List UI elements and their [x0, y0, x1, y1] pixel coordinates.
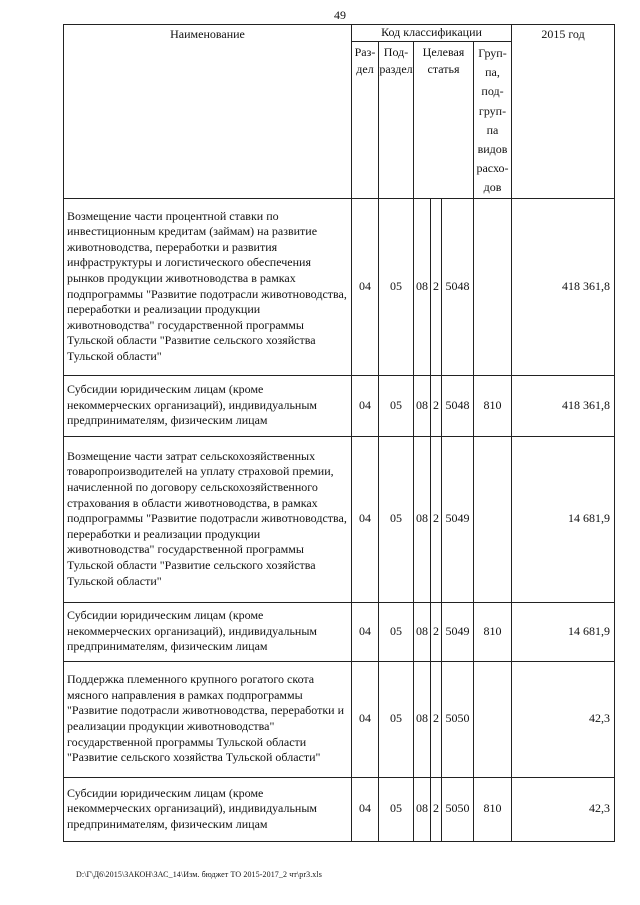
- row-name: Поддержка племенного крупного рогатого скота мясного направления в рамках подпрограммы "Развитие подотрасли животноводства, переработки и реализации продукции животноводства" государственной программы Тульской области "Развитие сельского хозяйства Тульской области": [64, 661, 352, 777]
- cell-podrazdel: 05: [379, 198, 414, 375]
- header-name: Наименование: [64, 25, 352, 199]
- table-row: [64, 777, 615, 841]
- cell-amount: 14 681,9: [512, 436, 615, 602]
- cell-razdel: 04: [352, 661, 379, 777]
- cell-podrazdel: 05: [379, 661, 414, 777]
- cell-amount: 42,3: [512, 661, 615, 777]
- row-name: Возмещение части процентной ставки по инвестиционным кредитам (займам) на развитие животноводства, переработки и развития инфраструктуры и логистического обеспечения рынков продукции животноводства в рамках подпрограммы "Развитие подотрасли животноводства, переработки и реализации продукции животноводства" государственной программы Тульской области "Развитие сельского хозяйства Тульской области": [64, 198, 352, 375]
- cell-podrazdel: 05: [379, 375, 414, 436]
- cell-cs-subprogram: 2: [431, 198, 442, 375]
- cell-razdel: 04: [352, 436, 379, 602]
- cell-cs-direction: 5050: [442, 777, 474, 841]
- budget-table: [63, 24, 615, 842]
- cell-cs-direction: 5050: [442, 661, 474, 777]
- table-row: [64, 198, 615, 375]
- cell-amount: 418 361,8: [512, 375, 615, 436]
- cell-cs-subprogram: 2: [431, 661, 442, 777]
- cell-cs-subprogram: 2: [431, 436, 442, 602]
- cell-razdel: 04: [352, 198, 379, 375]
- table-row: [64, 375, 615, 436]
- cell-razdel: 04: [352, 375, 379, 436]
- cell-cs-program: 08: [414, 602, 431, 661]
- cell-cs-subprogram: 2: [431, 602, 442, 661]
- row-name: Субсидии юридическим лицам (кроме некоммерческих организаций), индивидуальным предпринимателям, физическим лицам: [64, 777, 352, 841]
- row-name: Возмещение части затрат сельскохозяйственных товаропроизводителей на уплату страховой премии, начисленной по договору сельскохозяйственного страхования в области животноводства, в рамках подпрограммы "Развитие подотрасли животноводства, переработки и реализации продукции животноводства" государственной программы Тульской области "Развитие сельского хозяйства Тульской области": [64, 436, 352, 602]
- cell-cs-direction: 5049: [442, 602, 474, 661]
- header-razdel: Раз- дел: [352, 42, 379, 199]
- row-name: Субсидии юридическим лицам (кроме некоммерческих организаций), индивидуальным предпринимателям, физическим лицам: [64, 375, 352, 436]
- header-vid-rashodov: Груп- па, под- груп- па видов расхо- дов: [474, 42, 512, 199]
- cell-razdel: 04: [352, 777, 379, 841]
- row-name: Субсидии юридическим лицам (кроме некоммерческих организаций), индивидуальным предпринимателям, физическим лицам: [64, 602, 352, 661]
- cell-razdel: 04: [352, 602, 379, 661]
- cell-vid-rashodov: 810: [474, 777, 512, 841]
- cell-cs-direction: 5048: [442, 375, 474, 436]
- header-celevaya-statya: Целевая статья: [414, 42, 474, 199]
- table-header: [64, 25, 615, 199]
- table-body: [64, 198, 615, 841]
- cell-vid-rashodov: 810: [474, 375, 512, 436]
- cell-podrazdel: 05: [379, 777, 414, 841]
- table-row: [64, 436, 615, 602]
- cell-amount: 14 681,9: [512, 602, 615, 661]
- cell-amount: 42,3: [512, 777, 615, 841]
- cell-cs-program: 08: [414, 436, 431, 602]
- cell-vid-rashodov: 810: [474, 602, 512, 661]
- header-year: 2015 год: [512, 25, 615, 199]
- table-row: [64, 661, 615, 777]
- cell-cs-program: 08: [414, 375, 431, 436]
- page-number: 49: [334, 8, 346, 22]
- cell-vid-rashodov: [474, 661, 512, 777]
- cell-cs-direction: 5049: [442, 436, 474, 602]
- cell-cs-program: 08: [414, 777, 431, 841]
- cell-cs-program: 08: [414, 198, 431, 375]
- cell-vid-rashodov: [474, 436, 512, 602]
- cell-amount: 418 361,8: [512, 198, 615, 375]
- cell-podrazdel: 05: [379, 436, 414, 602]
- cell-podrazdel: 05: [379, 602, 414, 661]
- header-code-classification: Код классификации: [352, 25, 512, 42]
- footer-file-path: D:\Г\Д6\2015\ЗАКОН\ЗАС_14\Изм. бюджет ТО 2015-2017_2 чт\pr3.xls: [76, 870, 322, 879]
- cell-cs-subprogram: 2: [431, 777, 442, 841]
- cell-vid-rashodov: [474, 198, 512, 375]
- header-podrazdel: Под- раздел: [379, 42, 414, 199]
- cell-cs-direction: 5048: [442, 198, 474, 375]
- cell-cs-program: 08: [414, 661, 431, 777]
- cell-cs-subprogram: 2: [431, 375, 442, 436]
- table-row: [64, 602, 615, 661]
